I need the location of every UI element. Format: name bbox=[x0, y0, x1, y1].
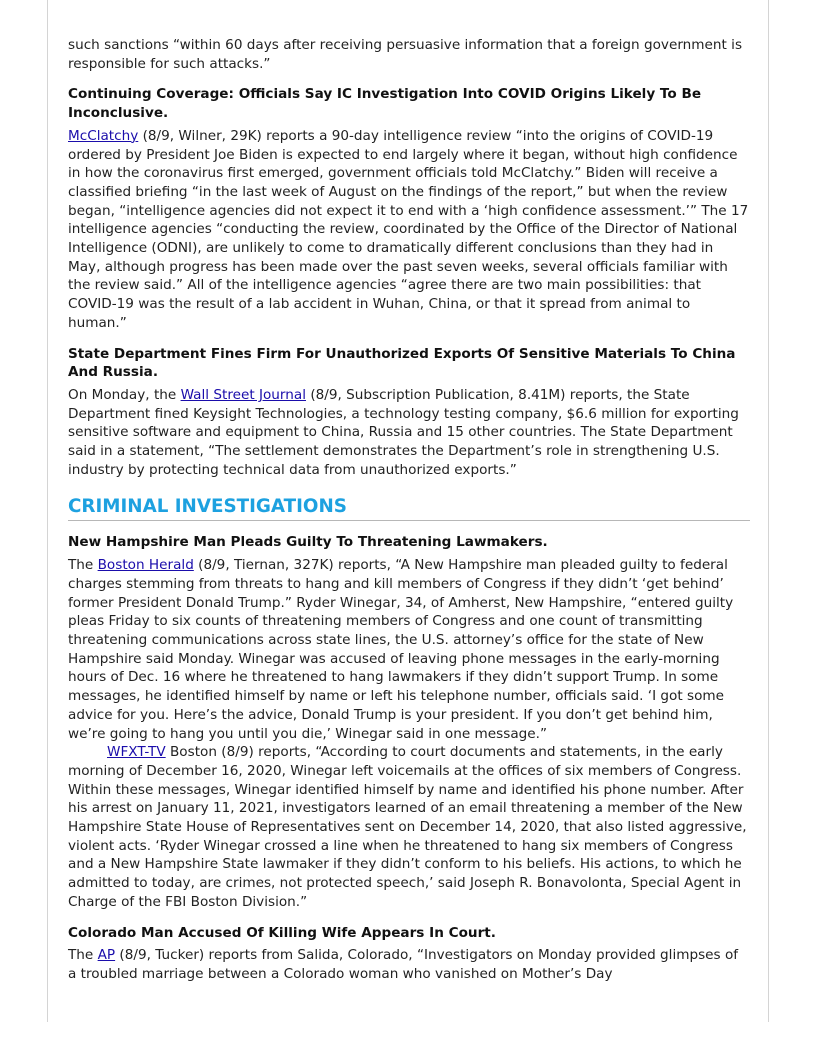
source-link-wall-street-journal[interactable]: Wall Street Journal bbox=[180, 386, 306, 403]
source-link-wfxt-tv[interactable]: WFXT-TV bbox=[107, 744, 166, 761]
article-headline: Colorado Man Accused Of Killing Wife Appears In Court. bbox=[68, 924, 496, 941]
left-margin-rule bbox=[47, 0, 48, 1022]
source-link-ap[interactable]: AP bbox=[97, 947, 116, 964]
source-link-mcclatchy[interactable]: McClatchy bbox=[68, 127, 139, 144]
article-lead: The bbox=[68, 557, 98, 574]
document-body bbox=[68, 36, 750, 984]
article-paragraph bbox=[68, 946, 750, 983]
intro-continuation: such sanctions “within 60 days after receiving persuasive information that a foreign government is responsible for such attacks.” bbox=[68, 37, 743, 72]
article-paragraph bbox=[68, 386, 750, 480]
article-text: (8/9, Wilner, 29K) reports a 90-day intelligence review “into the origins of COVID-19 ordered by President Joe Biden is expected to end largely where it began, without high confidence in how the coronavirus first emerged, government officials told McClatchy.” Biden will receive a classified briefing “in the last week of August on the findings of the report,” but when the review began, “intelligence agencies did not expect it to end with a ‘high confidence assessment.’” The 17 intelligence agencies “conducting the review, coordinated by the Office of the Director of National Intelligence (ODNI), are unlikely to come to dramatically different conclusions than they had in May, although progress has been made over the past seven weeks, several officials familiar with the review said.” All of the intelligence agencies “agree there are two main possibilities: that COVID-19 was the result of a lab accident in Wuhan, China, or that it spread from animal to human.” bbox=[68, 127, 749, 331]
article-paragraph bbox=[68, 127, 750, 333]
article-paragraph bbox=[68, 743, 750, 911]
right-margin-rule bbox=[768, 0, 769, 1022]
article-paragraph bbox=[68, 556, 750, 743]
article-text: (8/9, Tucker) reports from Salida, Colorado, “Investigators on Monday provided glimpses of a troubled marriage between a Colorado woman who vanished on Mother’s Day bbox=[68, 947, 739, 982]
article-text: (8/9, Subscription Publication, 8.41M) reports, the State Department fined Keysight Technologies, a technology testing company, $6.6 million for exporting sensitive software and equipment to China, Russia and 15 other countries. The State Department said in a statement, “The settlement demonstrates the Department’s role in strengthening U.S. industry by protecting technical data from unauthorized exports.” bbox=[68, 386, 739, 478]
article-lead: On Monday, the bbox=[68, 386, 181, 403]
article-lead: The bbox=[68, 947, 98, 964]
article-text: Boston (8/9) reports, “According to court documents and statements, in the early morning of December 16, 2020, Winegar left voicemails at the offices of six members of Congress. Within these messages, Winegar identified himself by name and identified his phone number. After his arrest on January 11, 2021, investigators learned of an email threatening a member of the New Hampshire State House of Representatives sent on December 14, 2020, that also listed aggressive, violent acts. ‘Ryder Winegar crossed a line when he threatened to hang six members of Congress and a New Hampshire State lawmaker if they didn’t conform to his beliefs. His actions, to which he admitted to today, are crimes, not protected speech,’ said Joseph R. Bonavolonta, Special Agent in Charge of the FBI Boston Division.” bbox=[68, 744, 747, 910]
article-headline: State Department Fines Firm For Unauthorized Exports Of Sensitive Materials To China And Russia. bbox=[68, 345, 736, 381]
article-text: (8/9, Tiernan, 327K) reports, “A New Hampshire man pleaded guilty to federal charges stemming from threats to hang and kill members of Congress if they didn’t ‘get behind’ former President Donald Trump.” Ryder Winegar, 34, of Amherst, New Hampshire, “entered guilty pleas Friday to six counts of threatening members of Congress and one count of transmitting threatening communications across state lines, the U.S. attorney’s office for the state of New Hampshire said Monday. Winegar was accused of leaving phone messages in the early-morning hours of Dec. 16 where he threatened to hang lawmakers if they didn’t support Trump. In some messages, he identified himself by name or left his telephone number, officials said. ‘I got some advice for you. Here’s the advice, Donald Trump is your president. If you don’t get behind him, we’re going to hang you until you die,’ Winegar said in one message.” bbox=[68, 557, 734, 742]
source-link-boston-herald[interactable]: Boston Herald bbox=[97, 557, 194, 574]
section-heading: CRIMINAL INVESTIGATIONS bbox=[68, 495, 750, 521]
article-headline: New Hampshire Man Pleads Guilty To Threatening Lawmakers. bbox=[68, 534, 548, 551]
article-headline: Continuing Coverage: Officials Say IC Investigation Into COVID Origins Likely To Be Inconclusive. bbox=[68, 86, 702, 122]
